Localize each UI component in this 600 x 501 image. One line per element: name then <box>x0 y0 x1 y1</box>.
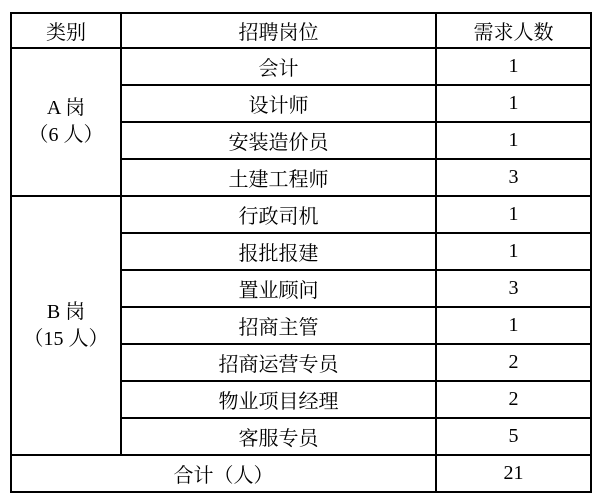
count-cell: 1 <box>436 307 591 344</box>
footer-row <box>11 455 591 492</box>
count-cell: 2 <box>436 344 591 381</box>
position-cell: 置业顾问 <box>121 270 436 307</box>
header-cell-category: 类别 <box>11 13 121 48</box>
position-cell: 招商主管 <box>121 307 436 344</box>
recruitment-table <box>10 12 592 493</box>
category-cell-a <box>11 48 121 196</box>
footer-total-cell: 21 <box>436 455 591 492</box>
header-cell-position: 招聘岗位 <box>121 13 436 48</box>
count-cell: 3 <box>436 270 591 307</box>
category-a-label: A 岗 <box>46 97 86 119</box>
position-cell: 报批报建 <box>121 233 436 270</box>
position-cell: 招商运营专员 <box>121 344 436 381</box>
position-cell: 土建工程师 <box>121 159 436 196</box>
category-b-label: B 岗 <box>46 300 86 323</box>
count-cell: 2 <box>436 381 591 418</box>
category-a-count-label: （6 人） <box>28 124 104 146</box>
count-cell: 1 <box>436 233 591 270</box>
header-row <box>11 13 591 48</box>
position-cell: 客服专员 <box>121 418 436 455</box>
category-cell-b <box>11 196 121 455</box>
count-cell: 1 <box>436 48 591 85</box>
count-cell: 1 <box>436 122 591 159</box>
count-cell: 1 <box>436 196 591 233</box>
count-cell: 3 <box>436 159 591 196</box>
position-cell: 行政司机 <box>121 196 436 233</box>
position-cell: 安装造价员 <box>121 122 436 159</box>
table-row <box>11 196 591 233</box>
table-row <box>11 48 591 85</box>
count-cell: 1 <box>436 85 591 122</box>
position-cell: 物业项目经理 <box>121 381 436 418</box>
count-cell: 5 <box>436 418 591 455</box>
category-b-count-label: （15 人） <box>23 327 109 350</box>
position-cell: 设计师 <box>121 85 436 122</box>
position-cell: 会计 <box>121 48 436 85</box>
footer-label-cell: 合计（人） <box>11 455 436 492</box>
header-cell-count: 需求人数 <box>436 13 591 48</box>
